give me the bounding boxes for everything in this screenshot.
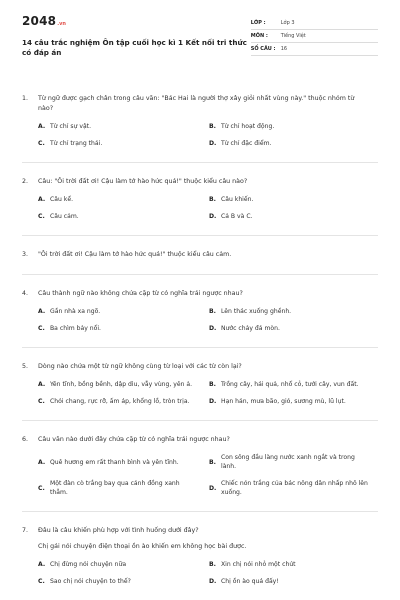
option-letter: B.: [209, 381, 216, 388]
question-number: 5.: [22, 363, 29, 370]
option-text: Ba chìm bảy nổi.: [50, 325, 101, 332]
option-text: Câu khiến.: [221, 196, 254, 203]
option-text: Con sông đầu làng nước xanh ngắt và trong lành.: [221, 454, 355, 470]
header-left: [22, 14, 251, 72]
option-text: Nước chảy đá mòn.: [221, 325, 280, 332]
question-number: 2.: [22, 178, 29, 185]
option-text: Chị đừng nói chuyện nữa: [50, 561, 127, 568]
question-head: [22, 289, 378, 299]
question-number: 4.: [22, 290, 29, 297]
site-logo[interactable]: [22, 14, 251, 28]
answer-option[interactable]: [38, 577, 209, 586]
option-text: Quê hương em rất thanh bình và yên tĩnh.: [50, 458, 179, 466]
option-text: Lên thác xuống ghềnh.: [221, 308, 292, 315]
question-divider: [22, 162, 378, 163]
question-head: [22, 177, 378, 187]
question-number: 3.: [22, 251, 29, 258]
answer-option[interactable]: [209, 195, 380, 204]
option-letter: A.: [38, 123, 46, 130]
option-text: Câu cảm.: [50, 213, 79, 220]
meta-label: LỚP :: [250, 20, 266, 26]
answer-option[interactable]: [209, 577, 380, 586]
answer-options: [22, 307, 378, 333]
option-text: Từ chỉ sự vật.: [50, 123, 92, 130]
question-text: Câu: "Ôi trời đất ơi! Cậu làm tớ hào hức quá!" thuộc kiểu câu nào?: [38, 178, 248, 185]
option-letter: D.: [209, 398, 217, 405]
question-divider: [22, 274, 378, 275]
answer-options: [22, 380, 378, 406]
option-letter: A.: [38, 196, 46, 203]
option-text: Chiếc nón trắng của bác nông dân nhấp nhô lên xuống.: [221, 480, 368, 496]
answer-option[interactable]: [38, 307, 209, 316]
question-item: [22, 94, 378, 148]
option-letter: A.: [38, 381, 46, 388]
option-text: Gần nhà xa ngõ.: [50, 308, 101, 315]
option-letter: D.: [209, 140, 217, 147]
answer-option[interactable]: [209, 397, 380, 406]
question-item: [22, 362, 378, 406]
meta-value: Tiếng Việt: [280, 33, 306, 39]
question-number: 6.: [22, 436, 29, 443]
option-letter: D.: [209, 484, 217, 492]
question-divider: [22, 347, 378, 348]
option-text: Từ chỉ đặc điểm.: [221, 140, 272, 147]
option-letter: A.: [38, 458, 46, 466]
answer-option[interactable]: [38, 324, 209, 333]
answer-option[interactable]: [209, 324, 380, 333]
question-list: [22, 94, 378, 586]
meta-label: MÔN :: [250, 33, 268, 39]
option-letter: B.: [209, 458, 216, 466]
option-text: Sao chị nói chuyện to thế?: [50, 578, 131, 585]
option-letter: B.: [209, 123, 216, 130]
meta-info: [251, 17, 378, 72]
answer-options: [22, 195, 378, 221]
meta-value: Lớp 3: [280, 20, 295, 26]
option-letter: A.: [38, 308, 46, 315]
question-number: 1.: [22, 95, 29, 102]
question-head: [22, 526, 378, 536]
answer-option[interactable]: [38, 479, 209, 497]
option-text: Chói chang, rực rỡ, ấm áp, khổng lồ, tròn trịa.: [50, 398, 190, 405]
option-letter: D.: [209, 325, 217, 332]
answer-option[interactable]: [38, 380, 209, 389]
answer-option[interactable]: [209, 212, 380, 221]
question-head: [22, 94, 378, 114]
question-divider: [22, 420, 378, 421]
answer-option[interactable]: [38, 195, 209, 204]
question-text: Câu văn nào dưới đây chứa cặp từ có nghĩa trái ngược nhau?: [38, 436, 230, 443]
option-text: Từ chỉ trạng thái.: [50, 140, 103, 147]
option-letter: C.: [38, 140, 45, 147]
header: [22, 14, 378, 72]
question-head: [22, 362, 378, 372]
logo-suffix: .vn: [57, 21, 66, 27]
question-divider: [22, 511, 378, 512]
option-letter: B.: [209, 561, 216, 568]
option-letter: C.: [38, 213, 45, 220]
option-text: Yên tĩnh, bồng bềnh, dập dìu, vẫy vùng, yên ả.: [50, 381, 193, 388]
option-text: Một đàn cò trắng bay qua cánh đồng xanh thẳm.: [50, 480, 180, 496]
question-item: [22, 289, 378, 333]
option-text: Cả B và C.: [221, 213, 253, 220]
answer-option[interactable]: [38, 560, 209, 569]
question-number: 7.: [22, 527, 29, 534]
answer-option[interactable]: [209, 380, 380, 389]
answer-option[interactable]: [209, 139, 380, 148]
document-title: 14 câu trắc nghiệm Ôn tập cuối học kì 1 Kết nối tri thức có đáp án: [22, 38, 247, 57]
meta-row: [251, 30, 378, 43]
question-head: [22, 435, 378, 445]
option-text: Chị ồn ào quá đấy!: [221, 578, 279, 585]
answer-options: [22, 122, 378, 148]
answer-option[interactable]: [209, 453, 380, 471]
answer-option[interactable]: [209, 307, 380, 316]
answer-options: [22, 453, 378, 497]
option-text: Từ chỉ hoạt động.: [221, 123, 275, 130]
option-letter: D.: [209, 578, 217, 585]
option-letter: D.: [209, 213, 217, 220]
answer-option[interactable]: [209, 122, 380, 131]
option-letter: B.: [209, 196, 216, 203]
option-letter: C.: [38, 484, 45, 492]
question-text: Từ ngữ được gạch chân trong câu văn: "Bác Hai là người thợ xây giỏi nhất vùng này." thuộc nhóm từ nào?: [38, 95, 355, 112]
option-text: Trồng cây, hái quả, nhổ cỏ, tưới cây, vun đất.: [221, 381, 359, 388]
option-letter: B.: [209, 308, 216, 315]
answer-option[interactable]: [38, 397, 209, 406]
option-text: Câu kể.: [50, 196, 74, 203]
question-item: [22, 435, 378, 497]
meta-label: SỐ CÂU :: [250, 46, 276, 52]
question-text: "Ôi trời đất ơi! Cậu làm tớ hào hức quá!" thuộc kiểu câu cảm.: [38, 251, 232, 258]
option-letter: C.: [38, 578, 45, 585]
answer-option[interactable]: [38, 139, 209, 148]
question-head: [22, 250, 378, 260]
answer-option[interactable]: [38, 453, 209, 471]
option-text: Hạn hán, mưa bão, gió, sương mù, lũ lụt.: [221, 398, 346, 405]
answer-options: [22, 560, 378, 586]
option-letter: C.: [38, 325, 45, 332]
question-item: [22, 250, 378, 260]
meta-value: 16: [280, 46, 288, 52]
question-text: Đâu là câu khiến phù hợp với tình huống dưới đây?: [38, 527, 199, 534]
answer-option[interactable]: [38, 122, 209, 131]
meta-row: [251, 17, 378, 30]
question-text: Câu thành ngữ nào không chứa cặp từ có nghĩa trái ngược nhau?: [38, 290, 243, 297]
meta-row: [251, 43, 378, 56]
question-context: Chị gái nói chuyện điện thoại ồn ào khiến em không học bài được.: [38, 543, 247, 550]
question-item: [22, 526, 378, 586]
answer-option[interactable]: [209, 479, 380, 497]
logo-main: 2048: [22, 14, 57, 28]
question-item: [22, 177, 378, 221]
question-divider: [22, 235, 378, 236]
option-letter: A.: [38, 561, 46, 568]
answer-option[interactable]: [209, 560, 380, 569]
question-text: Dòng nào chứa một từ ngữ không cùng từ loại với các từ còn lại?: [38, 363, 242, 370]
option-letter: C.: [38, 398, 45, 405]
answer-option[interactable]: [38, 212, 209, 221]
option-text: Xin chị nói nhỏ một chút: [221, 561, 296, 568]
